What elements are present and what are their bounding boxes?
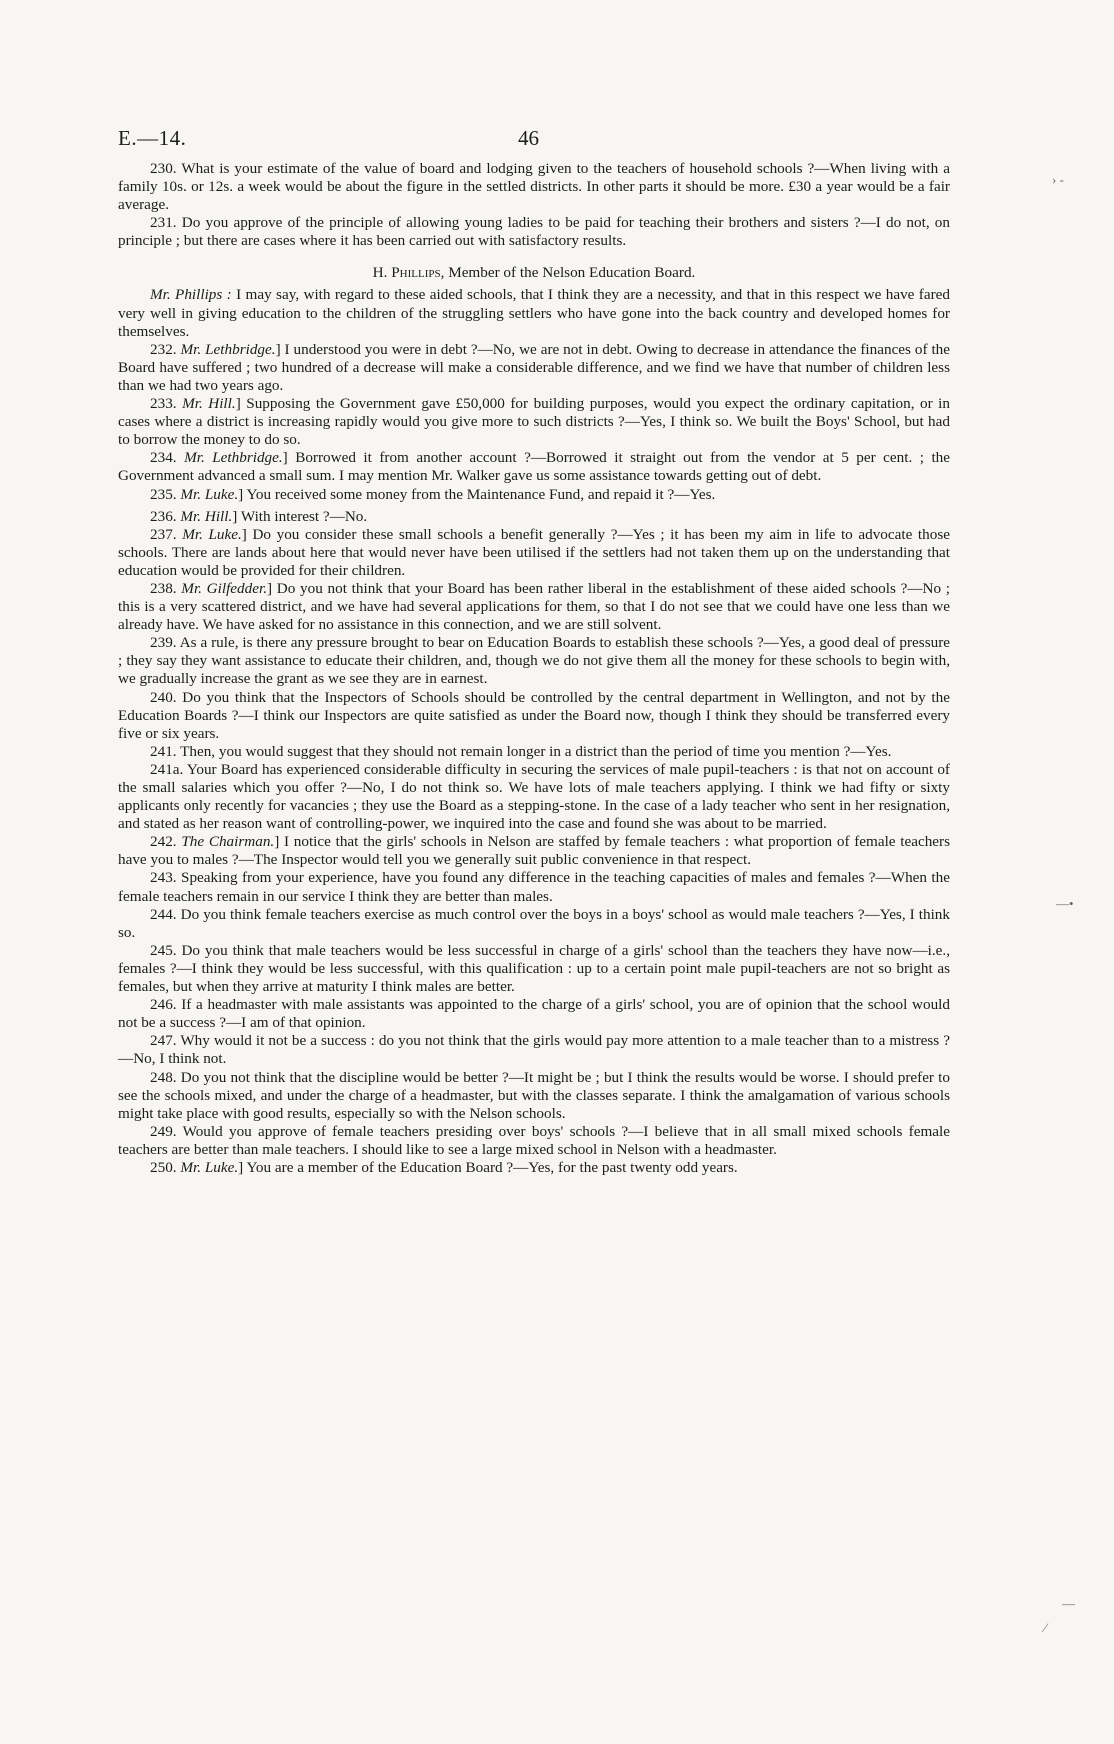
paragraph: 233. Mr. Hill.] Supposing the Government gave £50,000 for building purposes, would you expect the ordinary capitation, or in cases where a district is increasing rapidly would you give more to such districts ?—Yes, I think so. We built the Boys' School, but had to borrow the money to do so.	[118, 395, 950, 449]
body-text	[118, 160, 950, 1177]
paragraph: 243. Speaking from your experience, have you found any difference in the teaching capacities of males and females ?—When the female teachers remain in our service I think they are better than males.	[118, 869, 950, 905]
paragraph: 250. Mr. Luke.] You are a member of the Education Board ?—Yes, for the past twenty odd years.	[150, 1158, 738, 1176]
paragraph: 236. Mr. Hill.] With interest ?—No.	[150, 507, 368, 525]
paragraph: 230. What is your estimate of the value of board and lodging given to the teachers of household schools ?—When living with a family 10s. or 12s. a week would be about the figure in the settled districts. In other parts it should be more. £30 a year would be a fair average.	[118, 160, 950, 214]
page-header	[118, 126, 950, 160]
speaker: Mr. Lethbridge.	[180, 340, 276, 358]
margin-mark: —	[1062, 1596, 1075, 1611]
paragraph: 241. Then, you would suggest that they should not remain longer in a district than the period of time you mention ?—Yes.	[150, 742, 892, 760]
paragraph: 248. Do you not think that the discipline would be better ?—It might be ; but I think the results would be worse. I should prefer to see the schools mixed, and under the charge of a headmaster, but with the classes separate. I think the amalgamation of various schools might take place with good results, especially so with the Nelson schools.	[118, 1068, 950, 1122]
paragraph: 247. Why would it not be a success : do you not think that the girls would pay more attention to a male teacher than to a mistress ?—No, I think not.	[118, 1032, 950, 1068]
paragraph: 237. Mr. Luke.] Do you consider these small schools a benefit generally ?—Yes ; it has been my aim in life to advocate those schools. There are lands about here that would never have been utilised if the settlers had not taken them up on the understanding that education would be provided for their children.	[118, 525, 950, 579]
margin-mark: ⁄	[1044, 1620, 1047, 1635]
paragraph: Mr. Phillips : I may say, with regard to these aided schools, that I think they are a necessity, and that in this respect we have fared very well in giving education to the children of the struggling settlers who have gone into the back country and developed homes for themselves.	[118, 286, 950, 340]
paragraph: 244. Do you think female teachers exercise as much control over the boys in a boys' school as would male teachers ?—Yes, I think so.	[118, 905, 950, 941]
margin-mark: —•	[1056, 896, 1074, 911]
paragraph: 249. Would you approve of female teachers presiding over boys' schools ?—I believe that in all small mixed schools female teachers are better than male teachers. I should like to see a large mixed school in Nelson with a headmaster.	[118, 1122, 950, 1158]
document-reference: E.—14.	[118, 126, 187, 150]
paragraph: 246. If a headmaster with male assistants was appointed to the charge of a girls' school, you are of opinion that the school would not be a success ?—I am of that opinion.	[118, 996, 950, 1032]
document-page	[118, 126, 950, 1177]
speaker: Mr. Lethbridge.	[184, 449, 283, 467]
paragraph: 235. Mr. Luke.] You received some money from the Maintenance Fund, and repaid it ?—Yes.	[150, 485, 716, 503]
paragraph: 234. Mr. Lethbridge.] Borrowed it from another account ?—Borrowed it straight out from the vendor at 5 per cent. ; the Government advanced a small sum. I may mention Mr. Walker gave us some assistance towards getting out of debt.	[118, 449, 950, 485]
speaker: Mr. Gilfedder.	[181, 579, 268, 597]
paragraph: 245. Do you think that male teachers would be less successful in charge of a girls' school than the teachers they have now—i.e., females ?—I think they would be less successful, with this qualification : up to a certain point male pupil-teachers are not so bright as females, but when they arrive at maturity I think males are better.	[118, 941, 950, 996]
paragraph: 238. Mr. Gilfedder.] Do you not think that your Board has been rather liberal in the establishment of these aided schools ?—No ; this is a very scattered district, and we have had several applications for them, so that I do not see that we could have one less than we already have. We have asked for no assistance in this connection, and we are still solvent.	[118, 579, 951, 634]
speaker: The Chairman.	[181, 833, 275, 851]
paragraph: 241a. Your Board has experienced considerable difficulty in securing the services of male pupil-teachers : is that not on account of the small salaries which you offer ?—No, I do not think so. We have lots of male teachers applying. I think we had fifty or sixty applicants only recently for vacancies ; they use the Board as a stepping-stone. In the case of a lady teacher who sent in her resignation, and stated as her reason want of controlling-power, we inquired into the case and found she was about to be married.	[118, 760, 950, 833]
paragraph: 242. The Chairman.] I notice that the girls' schools in Nelson are staffed by female teachers : what proportion of female teachers have you to males ?—The Inspector would tell you we generally suit public convenience in that respect.	[118, 833, 951, 869]
witness-heading: H. Phillips, Member of the Nelson Education Board.	[372, 264, 696, 282]
paragraph: 231. Do you approve of the principle of allowing young ladies to be paid for teaching their brothers and sisters ?—I do not, on principle ; but there are cases where it has been carried out with satisfactory results.	[118, 214, 950, 250]
speaker: Mr. Luke.	[180, 485, 239, 503]
speaker: Mr. Phillips :	[150, 286, 232, 304]
speaker: Mr. Luke.	[182, 525, 242, 543]
speaker: Mr. Hill.	[180, 507, 233, 525]
margin-mark: › -	[1052, 172, 1064, 187]
speaker: Mr. Luke.	[180, 1158, 239, 1176]
page-number: 46	[518, 126, 539, 150]
paragraph: 240. Do you think that the Inspectors of Schools should be controlled by the central department in Wellington, and not by the Education Boards ?—I think our Inspectors are quite satisfied as under the Board now, though I think they should be transferred every five or six years.	[118, 688, 950, 742]
speaker: Mr. Hill.	[182, 395, 236, 413]
paragraph: 239. As a rule, is there any pressure brought to bear on Education Boards to establish these schools ?—Yes, a good deal of pressure ; they say they want assistance to educate their children, and, though we do not give them all the money for these schools to begin with, we gradually increase the grant as we see they are in earnest.	[118, 634, 950, 688]
paragraph: 232. Mr. Lethbridge.] I understood you were in debt ?—No, we are not in debt. Owing to decrease in attendance the finances of the Board have suffered ; two hundred of a decrease will make a considerable difference, and we find we have that number of children less than we had two years ago.	[118, 340, 951, 394]
